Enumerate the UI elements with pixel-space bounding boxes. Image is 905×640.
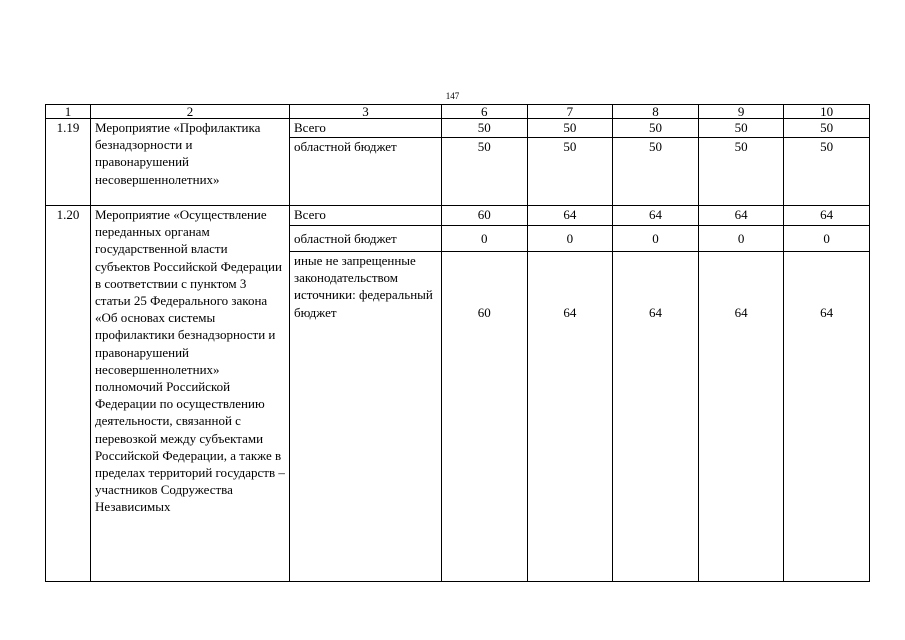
- value-cell: 50: [698, 119, 784, 138]
- value-cell: 0: [613, 226, 699, 252]
- budget-table: [45, 104, 870, 582]
- value-cell: 64: [784, 206, 870, 226]
- value-cell: 64: [527, 206, 613, 226]
- value-cell: 0: [527, 226, 613, 252]
- header-cell: 1: [46, 105, 91, 119]
- value-cell: 60: [442, 206, 528, 226]
- value-cell: 60: [442, 252, 528, 582]
- header-cell: 9: [698, 105, 784, 119]
- value-cell: 50: [784, 119, 870, 138]
- value-cell: 50: [784, 138, 870, 206]
- value-cell: 64: [613, 206, 699, 226]
- header-cell: 10: [784, 105, 870, 119]
- value-cell: 50: [613, 138, 699, 206]
- row-number: 1.20: [46, 206, 91, 582]
- page-number: 147: [445, 91, 460, 101]
- measure-name: Мероприятие «Профилактика безнадзорности и правонарушений несовершеннолетних»: [91, 119, 290, 206]
- value-cell: 64: [613, 252, 699, 582]
- value-cell: 50: [613, 119, 699, 138]
- header-cell: 2: [91, 105, 290, 119]
- value-cell: 0: [442, 226, 528, 252]
- value-cell: 50: [442, 119, 528, 138]
- source-label: Всего: [290, 206, 442, 226]
- header-cell: 3: [290, 105, 442, 119]
- value-cell: 64: [784, 252, 870, 582]
- value-cell: 50: [442, 138, 528, 206]
- value-cell: 50: [527, 138, 613, 206]
- header-cell: 6: [442, 105, 528, 119]
- row-number: 1.19: [46, 119, 91, 206]
- table-row: [46, 206, 870, 226]
- source-label: областной бюджет: [290, 138, 442, 206]
- header-cell: 7: [527, 105, 613, 119]
- header-row: [46, 105, 870, 119]
- source-label: Всего: [290, 119, 442, 138]
- source-label: иные не запрещенные законодательством источники: федеральный бюджет: [290, 252, 442, 582]
- value-cell: 64: [698, 206, 784, 226]
- table-row: [46, 119, 870, 138]
- value-cell: 0: [698, 226, 784, 252]
- value-cell: 50: [527, 119, 613, 138]
- header-cell: 8: [613, 105, 699, 119]
- value-cell: 64: [527, 252, 613, 582]
- value-cell: 64: [698, 252, 784, 582]
- value-cell: 0: [784, 226, 870, 252]
- measure-name: Мероприятие «Осуществление переданных органам государственной власти субъектов Российской Федерации в соответствии с пунктом 3 статьи 25 Федерального закона «Об основах системы профилактики безнадзорности и правонарушений несовершеннолетних» полномочий Российской Федерации по осуществлению деятельности, связанной с перевозкой между субъектами Российской Федерации, а также в пределах территорий государств – участников Содружества Независимых: [91, 206, 290, 582]
- value-cell: 50: [698, 138, 784, 206]
- source-label: областной бюджет: [290, 226, 442, 252]
